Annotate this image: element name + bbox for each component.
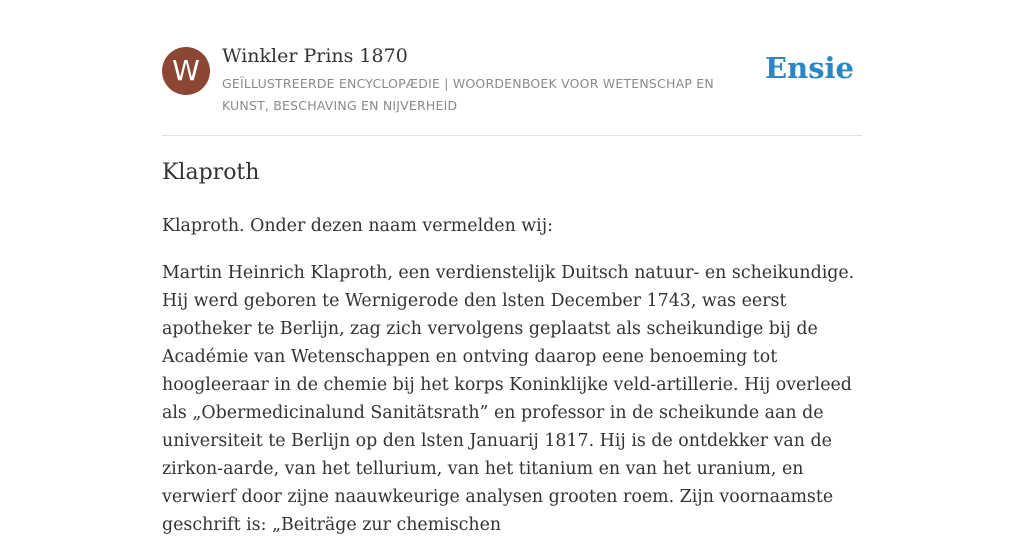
article-body — [162, 212, 864, 558]
article-paragraph: Martin Heinrich Klaproth, een verdienstelijk Duitsch natuur- en scheikundige. Hij werd geboren te Wernigerode den lsten December 1743, was eerst apotheker te Berlijn, zag zich vervolgens geplaatst als scheikundige bij de Académie van Wetenschappen en ontving daarop eene benoeming tot hoogleeraar in de chemie bij het korps Koninklijke veld-artillerie. Hij overleed als „Obermedicinalund Sanitätsrath” en professor in de scheikunde aan de universiteit te Berlijn op den lsten Januarij 1817. Hij is de ontdekker van de zirkon-aarde, van het tellurium, van het titanium en van het uranium, en verwierf door zijne naauwkeurige analysen grooten roem. Zijn voornaamste geschrift is: „Beiträge zur chemischen — [162, 263, 855, 535]
article-title: Klaproth — [162, 160, 260, 185]
content-column — [162, 0, 862, 535]
article-intro: Klaproth. Onder dezen naam vermelden wij: — [162, 216, 553, 236]
source-avatar[interactable]: W — [162, 47, 210, 95]
source-title-link[interactable]: Winkler Prins 1870 — [222, 45, 408, 67]
source-header — [162, 0, 862, 136]
ensie-logo-link[interactable]: Ensie — [765, 51, 854, 85]
source-subtitle: GEÏLLUSTREERDE ENCYCLOPÆDIE | WOORDENBOEK VOOR WETENSCHAP EN KUNST, BESCHAVING EN NIJVERHEID — [222, 76, 714, 113]
